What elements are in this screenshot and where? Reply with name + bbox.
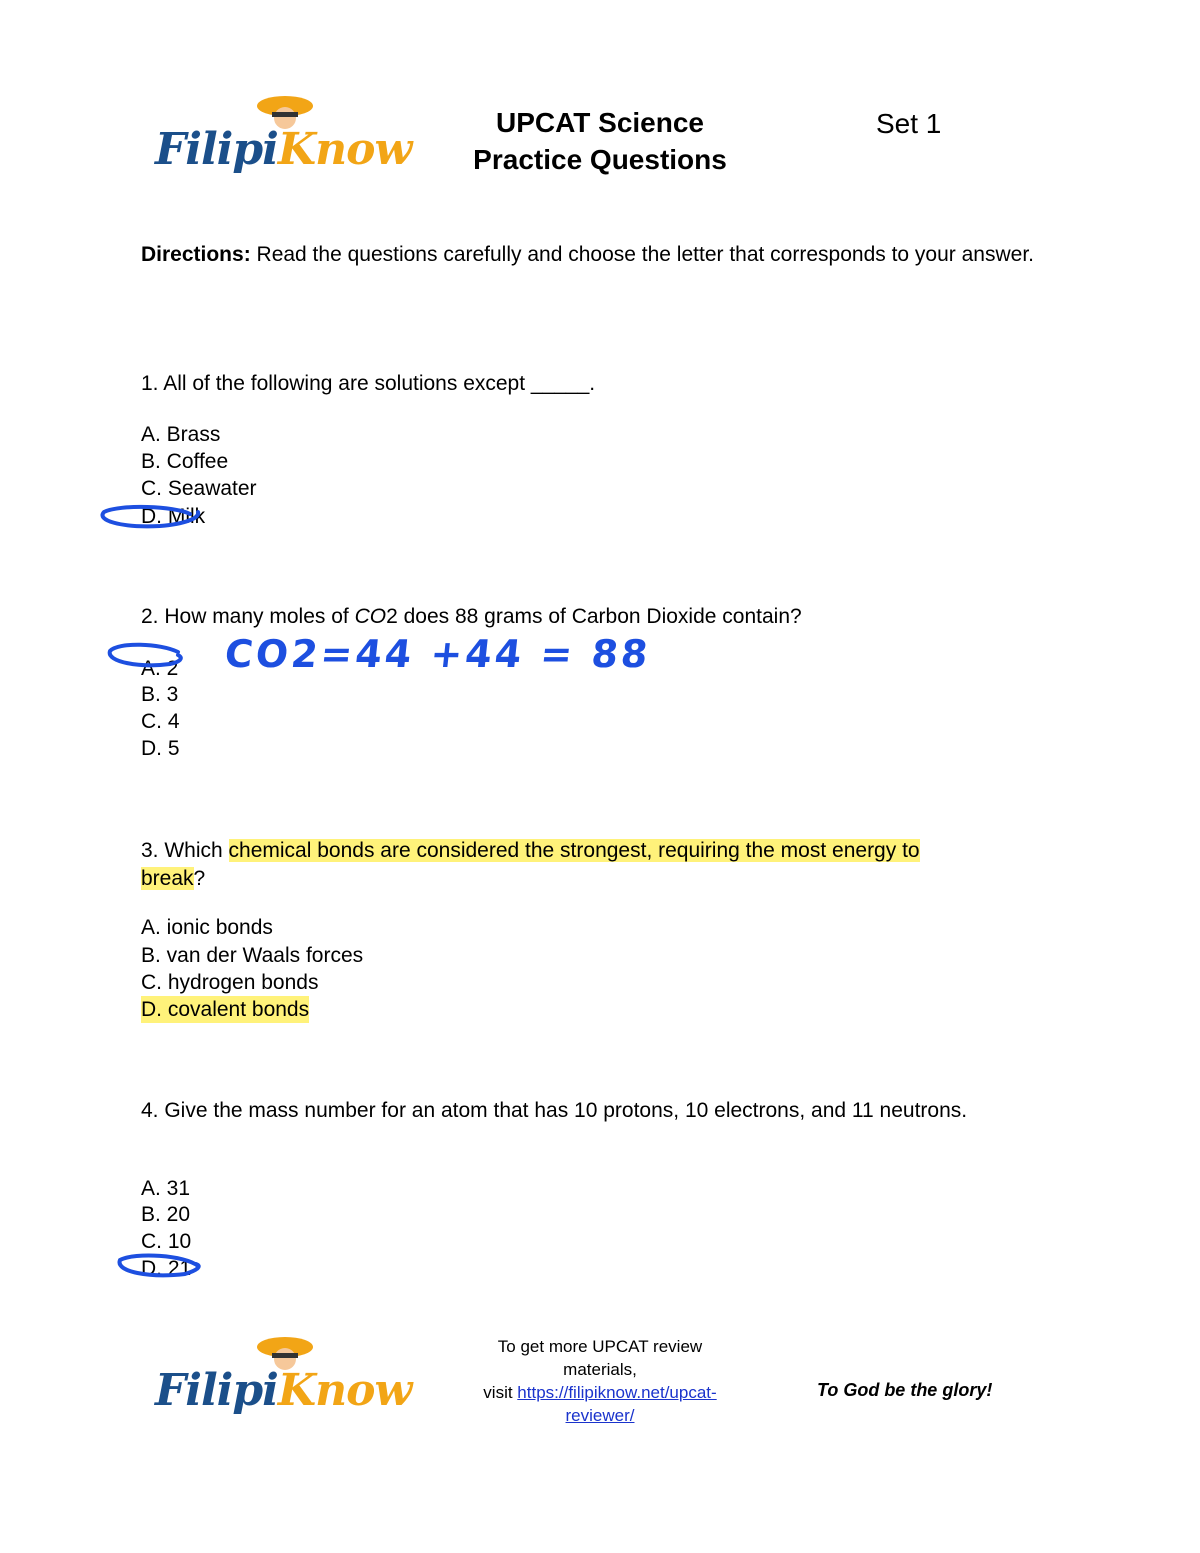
q3-option-d[interactable]: D. covalent bonds (141, 998, 310, 1021)
highlight: break (141, 866, 194, 890)
footer-glory: To God be the glory! (817, 1380, 993, 1400)
question-4: 4. Give the mass number for an atom that has 10 protons, 10 electrons, and 11 neutrons. (141, 1099, 968, 1122)
q4-option-b[interactable]: B. 20 (141, 1203, 191, 1226)
page-title-line2: Practice Questions (473, 144, 727, 175)
directions-text: Read the questions carefully and choose the letter that corresponds to your answer. (250, 243, 1034, 266)
q1-option-c[interactable]: C. Seawater (141, 477, 257, 500)
q2-option-c[interactable]: C. 4 (141, 710, 180, 733)
handwritten-calculation: CO2=44 +44 = 88 (222, 632, 653, 676)
highlight: chemical bonds are considered the strongest, requiring the most energy to (228, 839, 920, 862)
q2-option-b[interactable]: B. 3 (141, 683, 179, 706)
ink-circle-q2 (110, 645, 181, 666)
question-2: 2. How many moles of CO2 does 88 grams of Carbon Dioxide contain? (141, 605, 802, 628)
q3-option-b[interactable]: B. van der Waals forces (141, 944, 364, 967)
q1-option-d[interactable]: D. Milk (141, 505, 206, 528)
ink-circle-q1 (102, 507, 198, 526)
question-3: 3. Which chemical bonds are considered the strongest, requiring the most energy to break? (141, 839, 920, 890)
question-1: 1. All of the following are solutions except _____. (141, 372, 596, 395)
q2-option-d[interactable]: D. 5 (141, 737, 180, 760)
directions-label: Directions: (141, 243, 251, 266)
reviewer-link-cont[interactable]: reviewer/ (565, 1406, 635, 1425)
q4-option-a[interactable]: A. 31 (141, 1177, 191, 1200)
q1-option-b[interactable]: B. Coffee (141, 450, 229, 473)
logo-wordmark: FilipiKnow (155, 1365, 412, 1416)
q1-option-a[interactable]: A. Brass (141, 423, 221, 446)
q2-option-a[interactable]: A. 2 (141, 657, 179, 680)
q3-option-a[interactable]: A. ionic bonds (141, 916, 273, 939)
q4-option-c[interactable]: C. 10 (141, 1230, 192, 1253)
q3-option-c[interactable]: C. hydrogen bonds (141, 971, 319, 994)
ink-circle-q4 (120, 1255, 199, 1275)
footer-logo (155, 1333, 425, 1433)
page-title-line1: UPCAT Science (496, 107, 704, 138)
reviewer-link[interactable]: https://filipiknow.net/upcat- (517, 1383, 717, 1402)
logo-wordmark: FilipiKnow (155, 124, 412, 175)
footer-promo: To get more UPCAT review materials, visit https://filipiknow.net/upcat- reviewer/ (483, 1337, 717, 1425)
q4-option-d[interactable]: D. 21 (141, 1257, 192, 1280)
set-label: Set 1 (876, 108, 942, 139)
